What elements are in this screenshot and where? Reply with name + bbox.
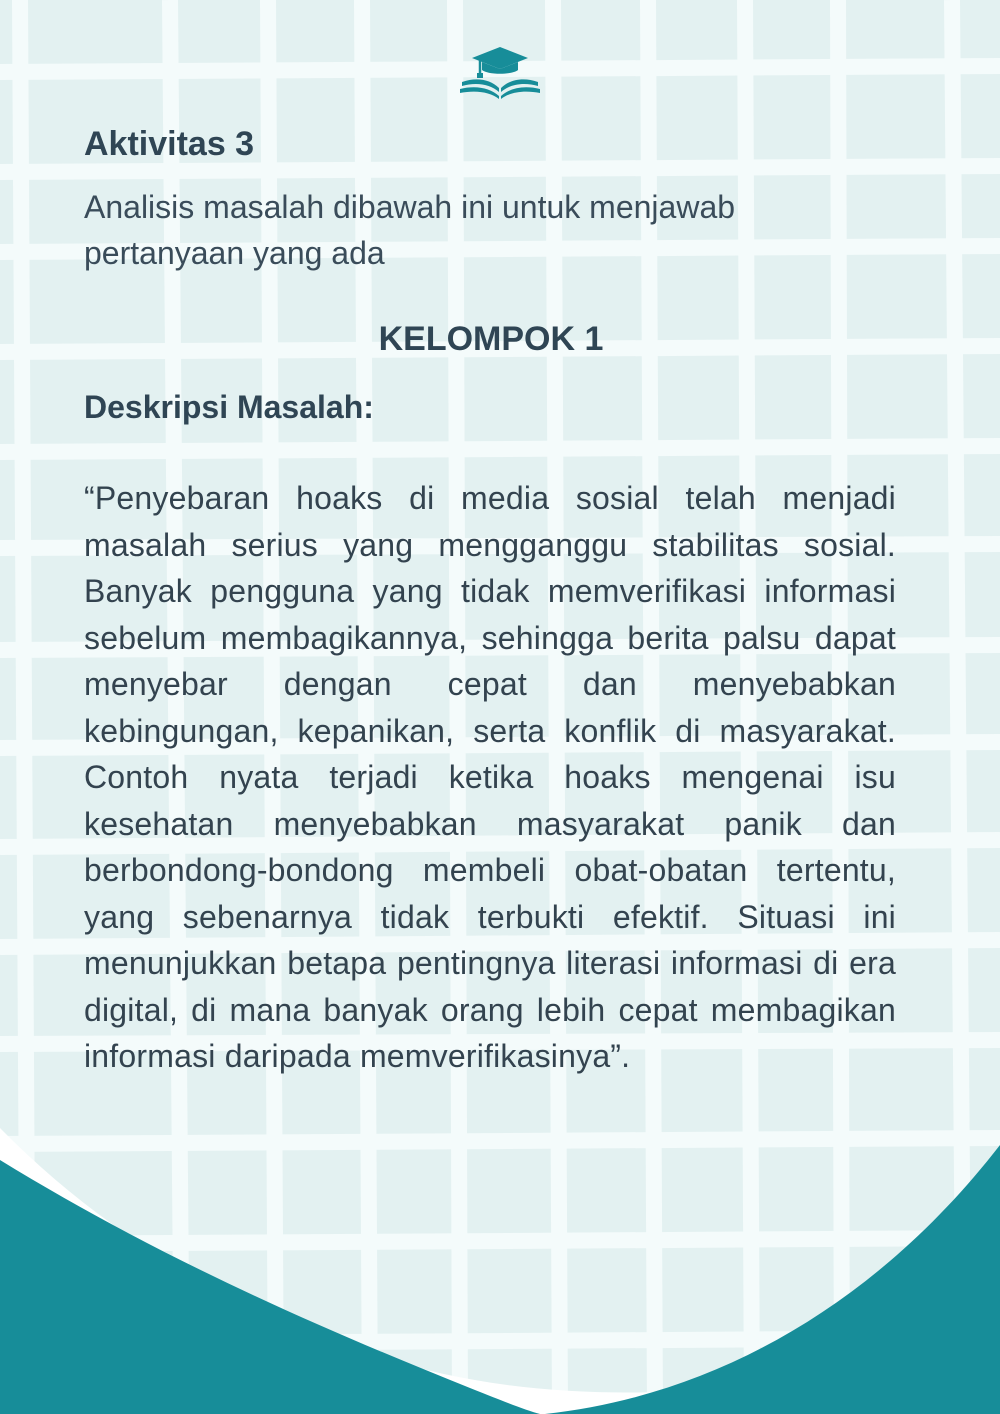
group-title: KELOMPOK 1 [378,320,604,358]
problem-description-text: “Penyebaran hoaks di media sosial telah menjadi masalah serius yang mengganggu stabilitas sosial. Banyak pengguna yang tidak memverifikasi informasi sebelum membagikannya, sehingga berita palsu dapat menyebar dengan cepat dan menyebabkan kebingungan, kepanikan, serta konflik di masyarakat. Contoh nyata terjadi ketika hoaks mengenai isu kesehatan menyebabkan masyarakat panik dan berbondong-bondong membeli obat-obatan tertentu, yang sebenarnya tidak terbukti efektif. Situasi ini menunjukkan betapa pentingnya literasi informasi di era digital, di mana banyak orang lebih cepat membagikan informasi daripada memverifikasinya”. [84,480,896,1074]
graduation-cap-open-book-icon [458,44,542,102]
activity-instruction: Analisis masalah dibawah ini untuk menjawab pertanyaan yang ada [84,189,736,271]
activity-title: Aktivitas 3 [84,125,255,163]
problem-description-label: Deskripsi Masalah: [84,389,374,425]
